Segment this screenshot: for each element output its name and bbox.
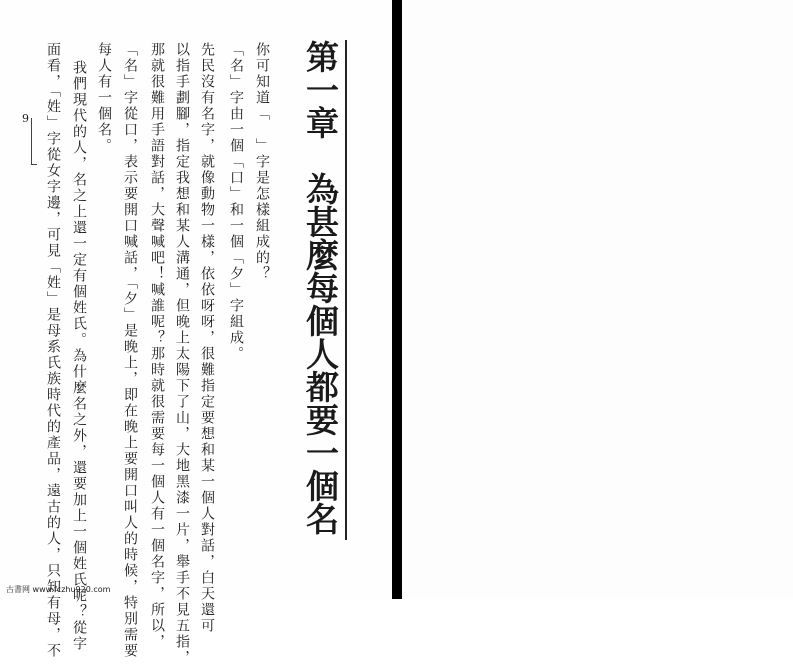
text-column-9: 面看，「姓」字從女字邊，可見「姓」是母系氏族時代的產品，遠古的人，只知有母，不 xyxy=(45,42,61,659)
right-page-blank xyxy=(402,0,793,599)
book-spine-gutter xyxy=(392,0,402,599)
text-column-3: 先民沒有名字，就像動物一樣，依依呀呀，很難指定要想和某一個人對話，白天還可 xyxy=(199,42,215,634)
text-column-6: 「名」字從口，表示要開口喊話，「夕」是晚上，即在晚上要開口叫人的時候，特別需要 xyxy=(122,42,138,659)
footer-site-text: 古書网 www.fczhu920.com xyxy=(6,585,111,594)
left-page xyxy=(0,0,392,666)
text-column-5: 那就很難用手語對話，大聲喊吧！喊誰呢？那時就很需要每一個人有一個名字，所以， xyxy=(149,42,165,650)
text-column-4: 以指手劃腳，指定我想和某人溝通，但晚上太陽下了山，大地黑漆一片，舉手不見五指， xyxy=(174,42,190,666)
text-column-8: 我們現代的人，名之上還一定有個姓氏。為什麼名之外，還要加上一個姓氏呢？從字 xyxy=(71,60,87,652)
chapter-title: 第一章 為甚麼每個人都要一個名 xyxy=(301,40,340,535)
page-rule-foot xyxy=(31,164,37,165)
title-rule xyxy=(345,40,347,540)
page-number: 9 xyxy=(22,112,29,125)
text-column-7: 每人有一個名。 xyxy=(96,42,112,154)
text-column-2: 「名」字由一個「口」和一個「夕」字組成。 xyxy=(228,42,244,362)
text-column-1: 你可知道「 」字是怎樣組成的？ xyxy=(254,42,270,282)
page-rule xyxy=(31,118,32,164)
